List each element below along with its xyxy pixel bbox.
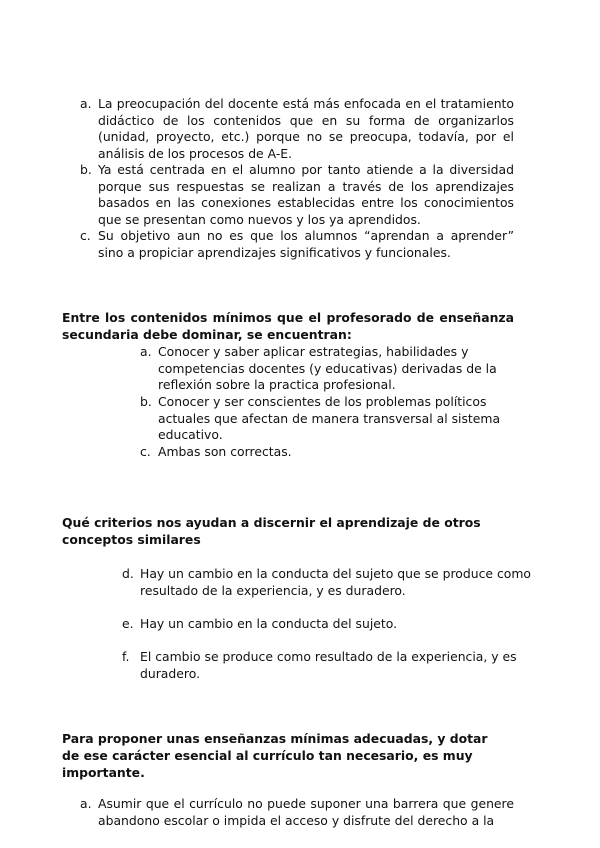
question2-options bbox=[140, 344, 514, 461]
question-heading: Entre los contenidos mínimos que el profesorado de enseñanza secundaria debe dominar, se encuentran: bbox=[62, 310, 514, 342]
item-letter: c. bbox=[80, 228, 91, 243]
item-letter: b. bbox=[140, 394, 152, 409]
item-letter: d. bbox=[122, 566, 134, 581]
list-item bbox=[80, 96, 514, 162]
item-letter: b. bbox=[80, 162, 92, 177]
item-letter: f. bbox=[122, 649, 130, 664]
item-text: Ya está centrada en el alumno por tanto atiende a la diversidad porque sus respuestas se realizan a través de los aprendizajes basados en las conexiones establecidas entre los conocimientos que se presentan como nuevos y los ya aprendidos. bbox=[98, 162, 514, 227]
item-letter: a. bbox=[140, 344, 152, 359]
question4-options bbox=[80, 796, 514, 829]
item-text: El cambio se produce como resultado de la experiencia, y es duradero. bbox=[140, 649, 517, 681]
item-text: La preocupación del docente está más enfocada en el tratamiento didáctico de los contenidos que en su forma de organizarlos (unidad, proyecto, etc.) porque no se preocupa, todavía, por el análisis de los procesos de A-E. bbox=[98, 96, 514, 161]
item-letter: e. bbox=[122, 616, 134, 631]
list-item bbox=[122, 566, 532, 599]
item-text: Asumir que el currículo no puede suponer una barrera que genere abandono escolar o impida el acceso y disfrute del derecho a la bbox=[98, 796, 514, 828]
list-item bbox=[122, 616, 532, 633]
list-item bbox=[80, 162, 514, 228]
question-heading: Para proponer unas enseñanzas mínimas adecuadas, y dotar de ese carácter esencial al currículo tan necesario, es muy importante. bbox=[62, 731, 488, 780]
item-text: Ambas son correctas. bbox=[158, 444, 292, 459]
section1-options bbox=[80, 96, 514, 261]
list-item bbox=[80, 228, 514, 261]
item-letter: a. bbox=[80, 96, 92, 111]
list-item bbox=[140, 444, 514, 461]
item-text: Conocer y saber aplicar estrategias, habilidades y competencias docentes (y educativas) derivadas de la reflexión sobre la practica profesional. bbox=[158, 344, 497, 393]
item-text: Su objetivo aun no es que los alumnos “aprendan a aprender” sino a propiciar aprendizajes significativos y funcionales. bbox=[98, 228, 514, 260]
item-text: Conocer y ser conscientes de los problemas políticos actuales que afectan de manera transversal al sistema educativo. bbox=[158, 394, 501, 443]
list-item bbox=[140, 344, 514, 394]
item-letter: a. bbox=[80, 796, 92, 811]
item-text: Hay un cambio en la conducta del sujeto que se produce como resultado de la experiencia, y es duradero. bbox=[140, 566, 532, 598]
list-item bbox=[80, 796, 514, 829]
question-heading: Qué criterios nos ayudan a discernir el aprendizaje de otros conceptos similares bbox=[62, 515, 481, 547]
item-text: Hay un cambio en la conducta del sujeto. bbox=[140, 616, 398, 631]
item-letter: c. bbox=[140, 444, 151, 459]
list-item bbox=[140, 394, 514, 444]
list-item bbox=[122, 649, 532, 682]
